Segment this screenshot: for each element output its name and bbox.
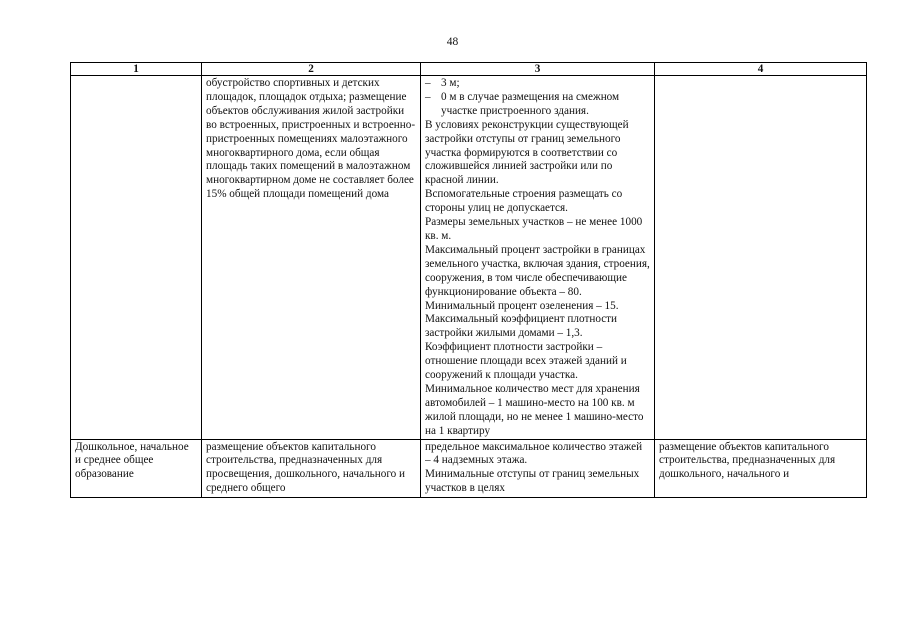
header-col-2: 2 — [202, 63, 421, 76]
row1-col2-land-use: обустройство спортивных и детских площадок, площадок отдыха; размещение объектов обслуживания жилой застройки во встроенных, пристроенных и встроенно-пристроенных помещениях малоэтажного многоквартирного дома, если общая площадь таких помещений в малоэтажном многоквартирном доме не составляет более 15% общей площади помещений дома — [202, 76, 421, 440]
row2-col1-text: Дошкольное, начальное и среднее общее образование — [75, 440, 189, 481]
param-min-greenery: Минимальный процент озеленения – 15. — [425, 299, 619, 312]
header-col-3: 3 — [421, 63, 655, 76]
param-max-coverage: Максимальный процент застройки в границах земельного участка, включая здания, строения, сооружения, в том числе обеспечивающие функционирование объекта – 80. — [425, 243, 650, 298]
dash-marker: – — [425, 77, 431, 89]
header-col-1: 1 — [71, 63, 202, 76]
param-min-setbacks: Минимальные отступы от границ земельных участков в целях — [425, 468, 640, 495]
row2-col1-category — [71, 439, 202, 497]
setback-item-2 — [425, 91, 650, 119]
row1-col1 — [71, 76, 202, 440]
table-row — [71, 439, 867, 497]
param-max-floors: предельное максимальное количество этажей – 4 надземных этажа. — [425, 440, 643, 467]
row2-col3-parameters — [421, 439, 655, 497]
row2-col4-auxiliary-use — [655, 439, 867, 497]
param-parking: Минимальное количество мест для хранения автомобилей – 1 машино-место на 100 кв. м жилой площади, но не менее 1 машино-место на 1 квартиру — [425, 382, 644, 437]
param-density-definition: Коэффициент плотности застройки – отношение площади всех этажей зданий и сооружений к площади участка. — [425, 341, 627, 382]
regulations-table — [70, 62, 867, 498]
dash-marker: – — [425, 90, 431, 103]
setback-item-2-text: 0 м в случае размещения на смежном участке пристроенного здания. — [441, 90, 620, 117]
row2-col2-text: размещение объектов капитального строительства, предназначенных для просвещения, дошкольного, начального и среднего общего — [206, 440, 406, 495]
table-header-row — [71, 63, 867, 76]
param-plot-size: Размеры земельных участков – не менее 1000 кв. м. — [425, 216, 643, 242]
param-auxiliary-buildings: Вспомогательные строения размещать со стороны улиц не допускается. — [425, 188, 623, 215]
setback-item-1 — [425, 77, 650, 91]
header-col-4: 4 — [655, 63, 867, 76]
table-row — [71, 76, 867, 440]
param-reconstruction: В условиях реконструкции существующей застройки отступы от границ земельного участка формируются в соответствии со сложившейся линией застройки или по красной линии. — [425, 118, 629, 187]
row1-col4 — [655, 76, 867, 440]
row2-col4-text: размещение объектов капитального строительства, предназначенных для дошкольного, начального и — [659, 440, 836, 481]
param-max-density: Максимальный коэффициент плотности застройки жилыми домами – 1,3. — [425, 313, 618, 340]
setback-item-1-text: 3 м; — [441, 77, 460, 89]
row1-col3-parameters — [421, 76, 655, 440]
page-number: 48 — [446, 36, 459, 48]
row2-col2-land-use — [202, 439, 421, 497]
